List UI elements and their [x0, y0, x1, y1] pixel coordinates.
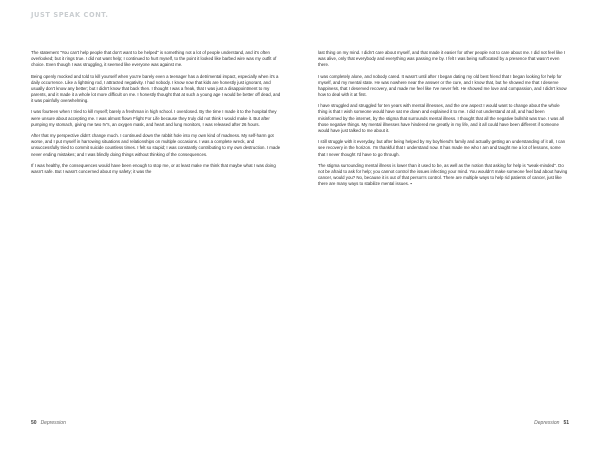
paragraph: If I was healthy, the consequences would have been enough to stop me, or at least make me think that maybe what I was doing wasn't safe. But I wasn't concerned about my safety; it was the [31, 162, 276, 174]
paragraph: last thing on my mind. I didn't care about myself, and that made it easier for other people not to care about me. I did not feel like I was alive, only that everybody and everything was passing me by. I felt I was being suffocated by a presence that wasn't even there. [318, 50, 566, 68]
paragraph: I was completely alone, and nobody cared. It wasn't until after I began dating my old best friend that I began looking for help for myself, and my mental state. He was nowhere near the answer or the cure, and I know that, but he showed me that I deserve happiness, that I deserved recovery, and made me feel like I've never felt. He showed me love and compassion, and I didn't know how to deal with it at first. [318, 73, 567, 98]
paragraph: Being openly mocked and told to kill yourself when you're barely even a teenager has a detrimental impact, especially when it's a daily occurrence. Like a lightning rod, I attracted negativity. I had nobody. I know now that kids are honestly just ignorant, and usually don't know any better; but I didn't know that back then. I thought I was a freak, that I was just a disappointment to my parents, and it made it a whole lot more difficult on me. I honestly thought that at such a young age I would be better off dead, and it was painfully overwhelming. [31, 73, 281, 104]
paragraph: After that my perspective didn't change much. I continued down the rabbit hole into my own kind of madness. My self-harm got worse, and I put myself in harrowing situations and relationships on multiple occasions. I was a complete wreck, and unsuccessfully tried to commit suicide countless times. I felt so stupid; I was constantly contributing to my own destruction. I made never ending mistakes; and I was blindly doing things without thinking of the consequences. [31, 132, 281, 157]
page-number-left: 50 [31, 420, 37, 426]
paragraph: I have struggled and struggled for ten years with mental illnesses, and the one aspect I would want to change about the whole thing is that I wish someone would have sat me down and explained it to me. I did not understand at all, and had been misinformed by the internet, by the stigma that surrounds mental illness. I thought that all the negative bullshit was true. I was all those negative things. My mental illnesses have hindered me greatly in my life, and it all could have been different if someone would have just talked to me about it. [318, 103, 564, 134]
section-header: JUST SPEAK CONT. [31, 11, 109, 19]
footer-right [534, 420, 569, 426]
paragraph: The statement "You can't help people that don't want to be helped" is something not a lot of people understand, and it's often overlooked; but it rings true. I did not want help; I continued to hurt myself, to the point it looked like barbed wire was my outfit of choice. Even though I was struggling, it seemed like everyone was against me. [31, 50, 277, 68]
section-name-right: Depression [534, 420, 560, 426]
left-column [31, 50, 281, 180]
paragraph: The stigma surrounding mental illness is lower than it used to be, as well as the notion that asking for help is "weak-minded". Do not be afraid to ask for help; you cannot control the issues infecting your mind. You wouldn't make someone feel bad about having cancer, would you? No, because it is out of that person's control. There are multiple ways to help rid patients of cancer, just like there are many ways to stabilize mental issues. ▪ [318, 162, 568, 187]
paragraph: I was fourteen when I tried to kill myself; barely a freshman in high school. I overdosed. By the time I made it to the hospital they were unsure about accepting me. I was almost flown Flight For Life because they truly did not think I would make it. But after pumping my stomach, giving me two IV's, an oxygen mask, and heart and lung monitors, I was released after 26 hours. [31, 109, 277, 127]
page-number-right: 51 [563, 420, 569, 426]
footer-left [31, 420, 66, 426]
right-column [318, 50, 568, 192]
paragraph: I still struggle with it everyday, but after being helped by my boyfriend's family and actually getting an understanding of it all, I can see recovery in the horizon. I'm thankful that I understand now. It has made me who I am and taught me a lot of lessons, some that I never thought I'd have to go through. [318, 139, 566, 157]
section-name-left: Depression [40, 420, 66, 426]
